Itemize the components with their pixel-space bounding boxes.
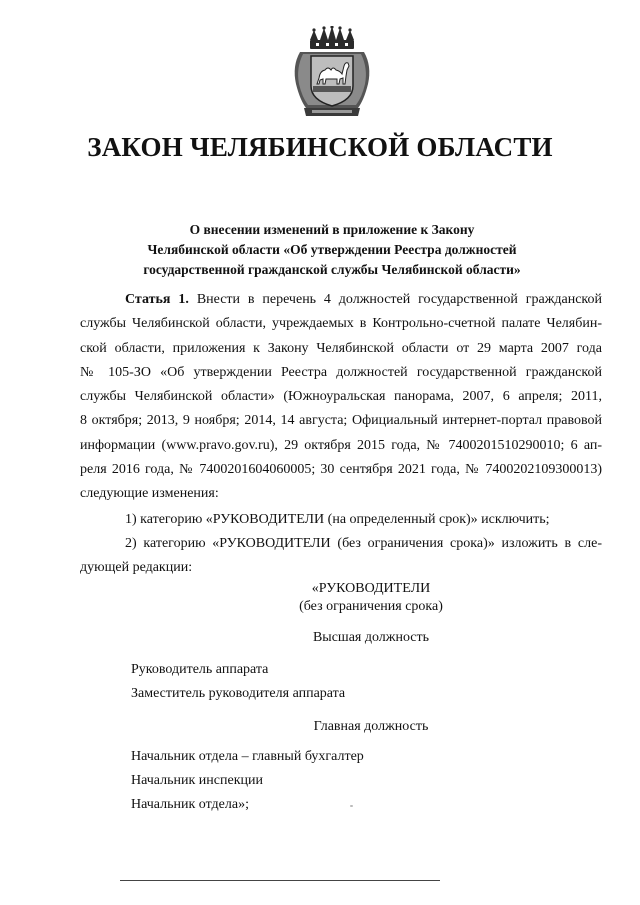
- article-line: информации (www.pravo.gov.ru), 29 октября 2015 года, № 7400201510290010; 6 ап-: [80, 437, 602, 453]
- item-1-paragraph: [80, 508, 602, 532]
- article-label: Статья 1.: [125, 292, 189, 307]
- article-line: реля 2016 года, № 7400201604060005; 30 сентября 2021 года, № 7400202109300013): [80, 462, 602, 478]
- item-line: 2) категорию «РУКОВОДИТЕЛИ (без ограничения срока)» изложить в сле-: [125, 536, 602, 551]
- article-line: службы Челябинской области, учреждаемых в Контрольно-счетной палате Челябин-: [80, 316, 602, 332]
- item-line: дующей редакции:: [80, 560, 193, 576]
- article-line: Статья 1. Внести в перечень 4 должностей государственной гражданской: [125, 292, 602, 307]
- position-item: Начальник отдела – главный бухгалтер: [131, 749, 364, 764]
- article-line: следующие изменения:: [80, 486, 219, 502]
- position-item: Начальник инспекции: [131, 773, 263, 788]
- position-item: Заместитель руководителя аппарата: [131, 686, 346, 701]
- position-item: Начальник отдела»;: [131, 797, 249, 812]
- category-title: «РУКОВОДИТЕЛИ: [311, 581, 431, 596]
- item-2-paragraph: [80, 532, 602, 581]
- subject-line: Челябинской области «Об утверждении Реестра должностей: [147, 242, 517, 257]
- article-line: № 105-ЗО «Об утверждении Реестра должностей государственной гражданской: [80, 364, 602, 380]
- coat-of-arms-emblem: [290, 26, 374, 120]
- article-line: службы Челябинской области» (Южноуральская панорама, 2007, 6 апреля; 2011,: [80, 389, 602, 405]
- group-heading-highest: Высшая должность: [312, 630, 430, 645]
- category-subtitle: (без ограничения срока): [299, 599, 443, 614]
- article-1-paragraph: [80, 288, 602, 507]
- subject-line: О внесении изменений в приложение к Закону: [189, 222, 475, 237]
- law-subject: [100, 220, 564, 280]
- article-line: ской области, приложения к Закону Челябинской области от 29 марта 2007 года: [80, 340, 602, 356]
- article-line: 8 октября; 2013, 9 ноября; 2014, 14 августа; Официальный интернет-портал правовой: [80, 413, 602, 429]
- footer-rule: [120, 880, 440, 881]
- subject-line: государственной гражданской службы Челябинской области»: [143, 262, 521, 277]
- law-title: ЗАКОН ЧЕЛЯБИНСКОЙ ОБЛАСТИ: [87, 132, 553, 162]
- scan-speck: [350, 805, 353, 807]
- item-line: 1) категорию «РУКОВОДИТЕЛИ (на определенный срок)» исключить;: [125, 512, 550, 527]
- group-heading-main: Главная должность: [313, 719, 429, 734]
- position-item: Руководитель аппарата: [131, 662, 269, 677]
